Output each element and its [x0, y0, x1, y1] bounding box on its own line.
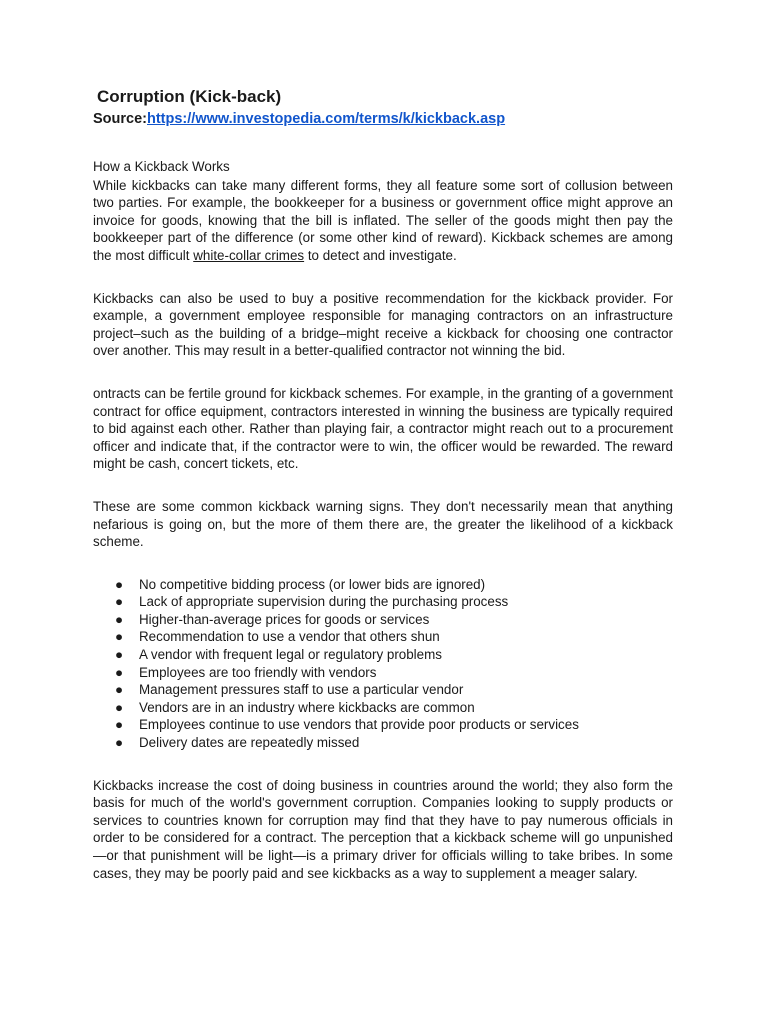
- bullet-icon: ●: [115, 647, 124, 663]
- bullet-icon: ●: [115, 629, 124, 645]
- bullet-icon: ●: [115, 611, 124, 627]
- warning-sign-item: [93, 664, 673, 682]
- warning-sign-text: Delivery dates are repeatedly missed: [139, 735, 360, 751]
- warning-sign-item: [93, 593, 673, 611]
- warning-signs-list: [93, 576, 673, 752]
- paragraph-cost: Kickbacks increase the cost of doing business in countries around the world; they also form the basis for much of the world's government corruption. Companies looking to supply products or services to countries known for corruption may find that they have to pay numerous officials in order to be considered for a contract. The perception that a kickback scheme will go unpunished—or that punishment will be light—is a primary driver for officials willing to take bribes. In some cases, they may be poorly paid and see kickbacks as a way to supplement a meager salary.: [93, 777, 673, 881]
- warning-sign-item: [93, 628, 673, 646]
- bullet-icon: ●: [115, 594, 124, 610]
- paragraph-collusion: [93, 177, 673, 265]
- paragraph-recommendation: Kickbacks can also be used to buy a positive recommendation for the kickback provider. For example, a government employee responsible for managing contractors on an infrastructure project–such as the building of a bridge–might receive a kickback for choosing one contractor over another. This may result in a better-qualified contractor not winning the bid.: [93, 290, 673, 359]
- warning-sign-item: [93, 699, 673, 717]
- paragraph-contracts: ontracts can be fertile ground for kickback schemes. For example, in the granting of a government contract for office equipment, contractors interested in winning the business are typically required to bid against each other. Rather than playing fair, a contractor might reach out to a procurement officer and indicate that, if the contractor were to win, the officer would be rewarded. The reward might be cash, concert tickets, etc.: [93, 385, 673, 472]
- bullet-icon: ●: [115, 576, 124, 592]
- warning-sign-item: [93, 716, 673, 734]
- paragraph-text: While kickbacks can take many different forms, they all feature some sort of collusion between two parties. For example, the bookkeeper for a business or government office might approve an invoice for goods, knowing that the bill is inflated. The seller of the goods might then pay the bookkeeper part of the difference (or some other kind of reward). Kickback schemes are among the most difficult: [93, 177, 673, 263]
- bullet-icon: ●: [115, 735, 124, 751]
- warning-sign-item: [93, 611, 673, 629]
- bullet-icon: ●: [115, 717, 124, 733]
- bullet-icon: ●: [115, 682, 124, 698]
- document-page: [93, 86, 673, 882]
- warning-sign-text: Vendors are in an industry where kickbacks are common: [139, 699, 475, 715]
- warning-sign-item: [93, 646, 673, 664]
- warning-sign-item: [93, 576, 673, 594]
- source-label: Source:: [93, 111, 147, 127]
- paragraph-text: to detect and investigate.: [304, 247, 457, 263]
- warning-sign-text: Lack of appropriate supervision during the purchasing process: [139, 594, 509, 610]
- document-title: Corruption (Kick-back): [97, 87, 282, 106]
- source-line: [93, 109, 673, 129]
- source-link[interactable]: https://www.investopedia.com/terms/k/kickback.asp: [147, 111, 506, 127]
- warning-sign-text: Higher-than-average prices for goods or services: [139, 611, 430, 627]
- section-heading: How a Kickback Works: [93, 159, 230, 174]
- warning-sign-text: Recommendation to use a vendor that others shun: [139, 629, 440, 645]
- bullet-icon: ●: [115, 664, 124, 680]
- warning-sign-text: Management pressures staff to use a particular vendor: [139, 682, 464, 698]
- warning-sign-item: [93, 734, 673, 752]
- warning-sign-text: A vendor with frequent legal or regulatory problems: [139, 647, 442, 663]
- warning-sign-text: Employees continue to use vendors that provide poor products or services: [139, 717, 579, 733]
- warning-sign-text: No competitive bidding process (or lower bids are ignored): [139, 576, 486, 592]
- warning-sign-item: [93, 681, 673, 699]
- paragraph-warning-intro: These are some common kickback warning signs. They don't necessarily mean that anything nefarious is going on, but the more of them there are, the greater the likelihood of a kickback scheme.: [93, 498, 673, 550]
- bullet-icon: ●: [115, 699, 124, 715]
- warning-sign-text: Employees are too friendly with vendors: [139, 664, 377, 680]
- white-collar-crimes-link[interactable]: white-collar crimes: [193, 247, 305, 263]
